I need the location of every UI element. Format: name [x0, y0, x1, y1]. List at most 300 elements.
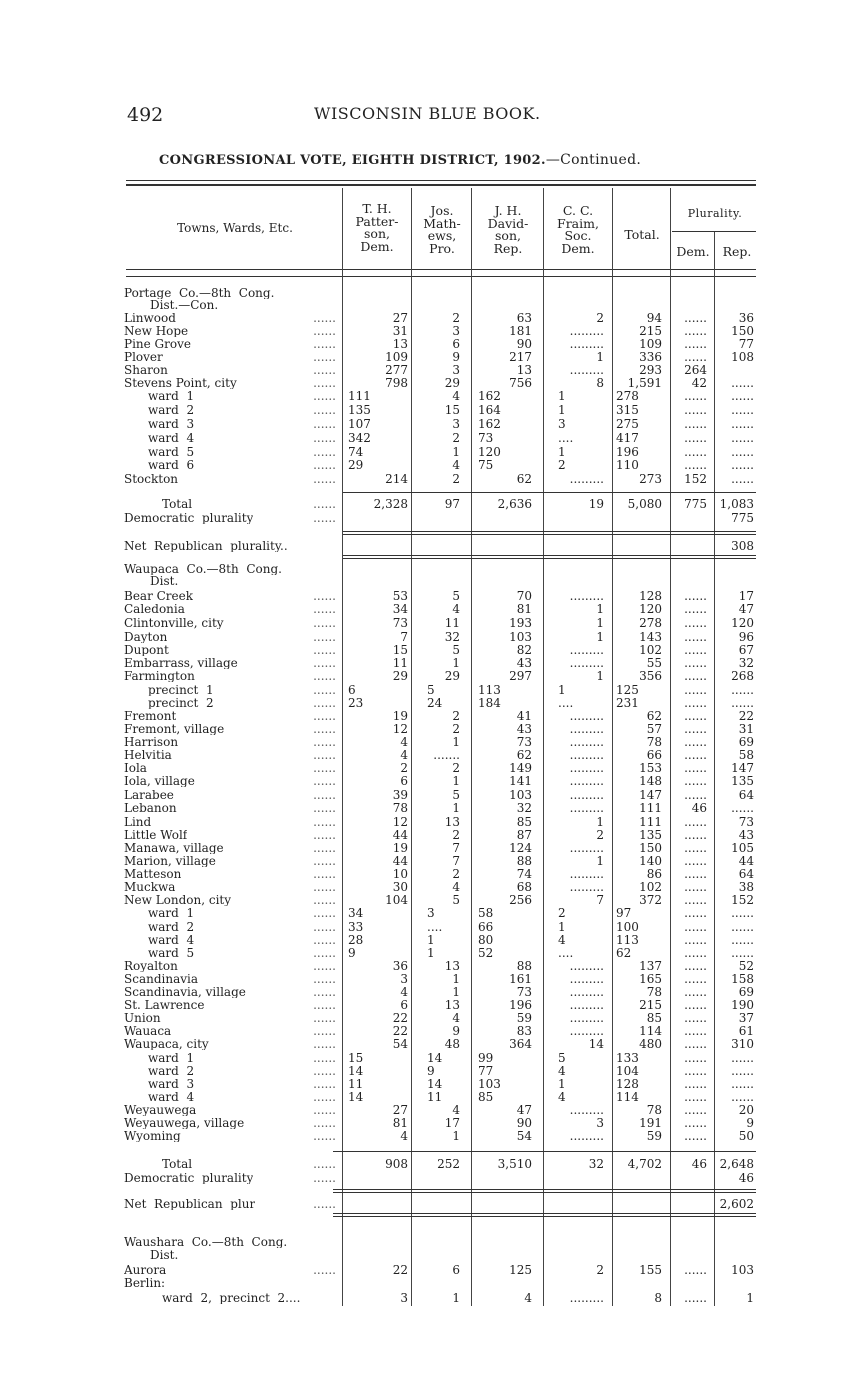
row-label: Muckwa: [124, 881, 176, 893]
cell-mat: 6: [452, 1263, 460, 1277]
cell-mat: 1: [452, 445, 460, 459]
cell-tot: 4,702: [627, 1157, 662, 1171]
cell-rep: 2,648: [719, 1157, 754, 1171]
cell-fra: 2: [596, 828, 604, 842]
leader-dots: ......: [313, 801, 336, 815]
cell-rep: 152: [731, 893, 754, 907]
cell-dem: ......: [684, 998, 707, 1012]
cell-mat: 5: [452, 788, 460, 802]
row-label: ward 4: [148, 1091, 195, 1103]
cell-dem: ......: [684, 748, 707, 762]
cell-dav: 88: [516, 854, 532, 868]
header-mathews-3: ews,: [427, 228, 457, 243]
cell-tot: 356: [639, 669, 662, 683]
cell-pat: 11: [392, 656, 408, 670]
leader-dots: ......: [313, 1103, 336, 1117]
leader-dots: ......: [313, 376, 336, 390]
leader-dots: ......: [313, 815, 336, 829]
cell-tot: 78: [646, 1103, 662, 1117]
cell-rep: 310: [731, 1037, 754, 1051]
cell-dav: 68: [516, 880, 532, 894]
cell-pat: 7: [400, 630, 408, 644]
cell-mat: 13: [444, 959, 460, 973]
cell-dav: 70: [516, 589, 532, 603]
cell-fra: .........: [569, 656, 604, 670]
leader-dots: ......: [313, 1197, 336, 1211]
leader-dots: ......: [313, 1011, 336, 1025]
cell-dem: ......: [684, 589, 707, 603]
cell-mat: 9: [427, 1064, 435, 1078]
cell-rep: ......: [731, 403, 754, 417]
cell-rep: 96: [738, 630, 754, 644]
cell-dem: 264: [684, 363, 707, 377]
cell-mat: 29: [444, 669, 460, 683]
cell-dem: ......: [684, 815, 707, 829]
cell-dav: 149: [509, 761, 532, 775]
cell-rep: 775: [731, 511, 754, 525]
cell-pat: 9: [348, 946, 356, 960]
leader-dots: ......: [313, 669, 336, 683]
header-mathews-2: Math-: [423, 215, 461, 231]
net-rule-2b: [333, 1192, 756, 1193]
cell-tot: 165: [639, 972, 662, 986]
cell-fra: .........: [569, 1103, 604, 1117]
row-label: Net Republican plurality..: [124, 540, 288, 552]
leader-dots: ......: [313, 906, 336, 920]
cell-tot: 78: [646, 985, 662, 999]
cell-tot: 417: [616, 431, 639, 445]
row-label: Harrison: [124, 736, 179, 748]
cell-tot: 293: [639, 363, 662, 377]
cell-mat: 11: [427, 1090, 443, 1104]
row-label: ward 1: [148, 1052, 195, 1064]
cell-mat: 1: [427, 946, 435, 960]
cell-tot: 55: [646, 656, 662, 670]
leader-dots: ......: [313, 1064, 336, 1078]
cell-fra: 1: [596, 854, 604, 868]
cell-dem: ......: [684, 1011, 707, 1025]
cell-pat: 22: [392, 1024, 408, 1038]
cell-fra: .........: [569, 841, 604, 855]
cell-tot: 143: [639, 630, 662, 644]
cell-pat: 34: [348, 906, 364, 920]
cell-dem: ......: [684, 350, 707, 364]
cell-dem: ......: [684, 656, 707, 670]
col-line-1: [342, 188, 343, 1306]
row-label: Embarrass, village: [124, 657, 238, 669]
cell-pat: 214: [385, 472, 408, 486]
top-rule: [126, 180, 756, 181]
row-label: Weyauwega, village: [124, 1117, 245, 1129]
cell-fra: .........: [569, 1024, 604, 1038]
cell-mat: 24: [427, 696, 443, 710]
cell-dav: 162: [478, 389, 501, 403]
row-label: Royalton: [124, 960, 178, 972]
row-label: Stockton: [124, 473, 179, 485]
col-line-6: [670, 188, 671, 1306]
cell-mat: 1: [427, 933, 435, 947]
header-davidson-1: J. H.: [494, 203, 522, 218]
leader-dots: ......: [313, 893, 336, 907]
cell-mat: 9: [452, 350, 460, 364]
cell-mat: 5: [427, 683, 435, 697]
cell-mat: 14: [427, 1077, 443, 1091]
cell-rep: 9: [746, 1116, 754, 1130]
cell-rep: 147: [731, 761, 754, 775]
leader-dots: ......: [313, 985, 336, 999]
row-label: Total: [162, 1158, 193, 1170]
cell-fra: 2: [558, 906, 566, 920]
col-line-5: [612, 188, 613, 1306]
cell-pat: 4: [400, 735, 408, 749]
header-patterson-4: Dem.: [360, 238, 394, 254]
row-label: Net Republican plur: [124, 1198, 256, 1210]
cell-pat: 13: [392, 337, 408, 351]
row-label: Bear Creek: [124, 590, 194, 602]
cell-dav: 181: [509, 324, 532, 338]
cell-pat: 908: [385, 1157, 408, 1171]
cell-dav: 54: [516, 1129, 532, 1143]
cell-mat: 4: [452, 389, 460, 403]
cell-rep: 52: [738, 959, 754, 973]
row-label: precinct 2: [148, 697, 214, 709]
cell-mat: 2: [452, 311, 460, 325]
row-label: Farmington: [124, 670, 195, 682]
row-label: Stevens Point, city: [124, 377, 237, 389]
cell-pat: 29: [392, 669, 408, 683]
cell-fra: 3: [596, 1116, 604, 1130]
cell-rep: 158: [731, 972, 754, 986]
cell-dem: ......: [684, 774, 707, 788]
leader-dots: ......: [313, 1263, 336, 1277]
cell-dem: ......: [684, 616, 707, 630]
cell-tot: 137: [639, 959, 662, 973]
cell-rep: 44: [738, 854, 754, 868]
leader-dots: ......: [313, 998, 336, 1012]
cell-fra: ....: [558, 696, 574, 710]
cell-mat: 5: [452, 643, 460, 657]
cell-dav: 162: [478, 417, 501, 431]
cell-pat: 109: [385, 350, 408, 364]
row-label: Democratic plurality: [124, 512, 254, 524]
leader-dots: ......: [313, 841, 336, 855]
cell-pat: 29: [348, 458, 364, 472]
cell-mat: 13: [444, 998, 460, 1012]
leader-dots: ......: [313, 350, 336, 364]
cell-pat: 12: [392, 722, 408, 736]
row-label: Dist.—Con.: [150, 299, 219, 311]
cell-tot: 120: [639, 602, 662, 616]
cell-fra: 4: [558, 1064, 566, 1078]
cell-dav: 52: [478, 946, 494, 960]
cell-dem: ......: [684, 403, 707, 417]
cell-rep: 50: [738, 1129, 754, 1143]
row-label: Democratic plurality: [124, 1172, 254, 1184]
cell-dav: 62: [516, 748, 532, 762]
leader-dots: ......: [313, 709, 336, 723]
row-label: Waupaca, city: [124, 1038, 209, 1050]
cell-rep: 77: [738, 337, 754, 351]
cell-dem: ......: [684, 761, 707, 775]
row-label: Sharon: [124, 364, 168, 376]
cell-dem: ......: [684, 906, 707, 920]
cell-tot: 155: [639, 1263, 662, 1277]
cell-fra: .........: [569, 337, 604, 351]
cell-tot: 231: [616, 696, 639, 710]
net-rule-2d: [333, 1216, 756, 1217]
caption-suffix: —Continued.: [545, 152, 642, 168]
leader-dots: ......: [313, 389, 336, 403]
cell-rep: 73: [738, 815, 754, 829]
cell-mat: 11: [444, 616, 460, 630]
cell-dem: ......: [684, 1077, 707, 1091]
cell-rep: 47: [738, 602, 754, 616]
cell-fra: .........: [569, 867, 604, 881]
leader-dots: ......: [313, 589, 336, 603]
cell-rep: 20: [738, 1103, 754, 1117]
cell-fra: .........: [569, 1129, 604, 1143]
cell-pat: 33: [348, 920, 364, 934]
row-label: Fremont: [124, 710, 177, 722]
cell-dav: 103: [478, 1077, 501, 1091]
cell-dem: ......: [684, 1291, 707, 1305]
cell-mat: 17: [444, 1116, 460, 1130]
cell-dav: 164: [478, 403, 501, 417]
cell-pat: 6: [400, 998, 408, 1012]
cell-tot: 8: [654, 1291, 662, 1305]
cell-mat: 15: [444, 403, 460, 417]
cell-dav: 297: [509, 669, 532, 683]
cell-mat: 5: [452, 589, 460, 603]
cell-mat: 3: [452, 417, 460, 431]
header-davidson-3: son,: [495, 228, 521, 243]
cell-mat: 4: [452, 1103, 460, 1117]
cell-dem: ......: [684, 324, 707, 338]
cell-pat: 39: [392, 788, 408, 802]
row-label: ward 2: [148, 1065, 195, 1077]
header-mathews-4: Pro.: [429, 240, 455, 256]
total-rule-2: [333, 1151, 756, 1152]
cell-dav: 124: [509, 841, 532, 855]
cell-dem: ......: [684, 709, 707, 723]
cell-tot: 114: [639, 1024, 662, 1038]
cell-tot: 128: [616, 1077, 639, 1091]
leader-dots: ......: [313, 1090, 336, 1104]
cell-pat: 15: [348, 1051, 364, 1065]
row-label: Wyoming: [124, 1130, 181, 1142]
cell-fra: 1: [558, 389, 566, 403]
row-label: Caledonia: [124, 603, 185, 615]
top-rule-2: [126, 184, 756, 186]
row-label: ward 2: [148, 921, 195, 933]
cell-dav: 217: [509, 350, 532, 364]
caption-main: CONGRESSIONAL VOTE, EIGHTH DISTRICT, 1902.: [159, 153, 546, 168]
cell-mat: 9: [452, 1024, 460, 1038]
cell-tot: 1,591: [627, 376, 662, 390]
leader-dots: ......: [313, 867, 336, 881]
cell-mat: 1: [452, 972, 460, 986]
leader-dots: ......: [313, 1037, 336, 1051]
cell-pat: 78: [392, 801, 408, 815]
leader-dots: ......: [313, 1051, 336, 1065]
cell-mat: 1: [452, 656, 460, 670]
leader-dots: ......: [313, 417, 336, 431]
cell-mat: 7: [452, 854, 460, 868]
row-label: ward 2: [148, 404, 195, 416]
cell-tot: 62: [616, 946, 632, 960]
leader-dots: ......: [313, 933, 336, 947]
cell-dem: ......: [684, 630, 707, 644]
cell-tot: 128: [639, 589, 662, 603]
leader-dots: ......: [313, 1116, 336, 1130]
row-label: Scandinavia, village: [124, 986, 246, 998]
cell-pat: 277: [385, 363, 408, 377]
row-label: Plover: [124, 351, 163, 363]
cell-tot: 100: [616, 920, 639, 934]
leader-dots: ......: [313, 656, 336, 670]
cell-dav: 4: [524, 1291, 532, 1305]
leader-dots: ......: [313, 1157, 336, 1171]
cell-fra: .........: [569, 801, 604, 815]
cell-fra: .........: [569, 774, 604, 788]
cell-fra: 1: [596, 602, 604, 616]
cell-pat: 19: [392, 841, 408, 855]
cell-dem: ......: [684, 1103, 707, 1117]
leader-dots: ......: [313, 602, 336, 616]
cell-mat: 2: [452, 431, 460, 445]
row-label: Aurora: [124, 1264, 167, 1276]
cell-tot: 150: [639, 841, 662, 855]
cell-pat: 10: [392, 867, 408, 881]
header-rule-2: [126, 276, 756, 277]
cell-rep: ......: [731, 445, 754, 459]
cell-dem: ......: [684, 946, 707, 960]
header-rule: [126, 269, 756, 270]
cell-dem: ......: [684, 828, 707, 842]
cell-pat: 3: [400, 972, 408, 986]
cell-fra: .........: [569, 643, 604, 657]
header-rep: Rep.: [722, 244, 752, 259]
cell-dem: ......: [684, 389, 707, 403]
header-davidson-4: Rep.: [493, 240, 523, 256]
cell-mat: 1: [452, 801, 460, 815]
cell-dav: 73: [478, 431, 494, 445]
cell-dav: 256: [509, 893, 532, 907]
cell-dav: 193: [509, 616, 532, 630]
cell-tot: 147: [639, 788, 662, 802]
cell-fra: .........: [569, 709, 604, 723]
row-label: Marion, village: [124, 855, 216, 867]
cell-fra: .........: [569, 589, 604, 603]
cell-rep: 103: [731, 1263, 754, 1277]
cell-dem: ......: [684, 933, 707, 947]
cell-fra: 1: [558, 920, 566, 934]
cell-mat: 4: [452, 880, 460, 894]
net-rule-2a: [333, 1189, 756, 1190]
row-label: Lebanon: [124, 802, 177, 814]
cell-tot: 114: [616, 1090, 639, 1104]
cell-pat: 14: [348, 1064, 364, 1078]
cell-dem: ......: [684, 841, 707, 855]
cell-rep: ......: [731, 801, 754, 815]
cell-fra: .........: [569, 972, 604, 986]
cell-tot: 275: [616, 417, 639, 431]
leader-dots: ......: [313, 324, 336, 338]
cell-tot: 133: [616, 1051, 639, 1065]
net-rule-1d: [343, 558, 756, 559]
leader-dots: ......: [313, 497, 336, 511]
cell-mat: 6: [452, 337, 460, 351]
cell-tot: 140: [639, 854, 662, 868]
header-total: Total.: [624, 227, 660, 242]
cell-fra: .........: [569, 363, 604, 377]
row-label: ward 3: [148, 1078, 195, 1090]
leader-dots: ......: [313, 788, 336, 802]
cell-rep: ......: [731, 417, 754, 431]
row-label: Waupaca Co.—8th Cong.: [124, 563, 282, 575]
cell-pat: 6: [400, 774, 408, 788]
cell-rep: 135: [731, 774, 754, 788]
cell-pat: 2,328: [373, 497, 408, 511]
cell-dav: 90: [516, 337, 532, 351]
cell-dem: ......: [684, 1024, 707, 1038]
cell-fra: .........: [569, 722, 604, 736]
cell-pat: 14: [348, 1090, 364, 1104]
cell-dav: 756: [509, 376, 532, 390]
cell-tot: 66: [646, 748, 662, 762]
leader-dots: ......: [313, 959, 336, 973]
cell-pat: 22: [392, 1011, 408, 1025]
cell-pat: 53: [392, 589, 408, 603]
cell-dem: 775: [684, 497, 707, 511]
cell-dav: 63: [516, 311, 532, 325]
cell-dem: ......: [684, 696, 707, 710]
cell-pat: 44: [392, 854, 408, 868]
cell-pat: 27: [392, 311, 408, 325]
cell-dem: 42: [691, 376, 707, 390]
cell-pat: 111: [348, 389, 371, 403]
cell-tot: 104: [616, 1064, 639, 1078]
cell-dav: 3,510: [497, 1157, 532, 1171]
leader-dots: ......: [313, 1077, 336, 1091]
cell-dem: ......: [684, 431, 707, 445]
cell-tot: 148: [639, 774, 662, 788]
cell-tot: 102: [639, 643, 662, 657]
cell-rep: ......: [731, 1090, 754, 1104]
leader-dots: ......: [313, 854, 336, 868]
cell-rep: 67: [738, 643, 754, 657]
cell-fra: ....: [558, 431, 574, 445]
row-label: Iola: [124, 762, 147, 774]
leader-dots: ......: [313, 748, 336, 762]
cell-tot: 480: [639, 1037, 662, 1051]
row-label: ward 4: [148, 432, 195, 444]
row-label: New Hope: [124, 325, 189, 337]
cell-dem: ......: [684, 669, 707, 683]
cell-tot: 372: [639, 893, 662, 907]
net-rule-2c: [333, 1213, 756, 1214]
cell-dav: 43: [516, 656, 532, 670]
cell-dem: ......: [684, 893, 707, 907]
cell-fra: 2: [596, 1263, 604, 1277]
leader-dots: ......: [313, 828, 336, 842]
cell-tot: 215: [639, 324, 662, 338]
cell-mat: ....: [427, 920, 443, 934]
row-label: Little Wolf: [124, 829, 188, 841]
row-label: ward 4: [148, 934, 195, 946]
cell-fra: 1: [596, 350, 604, 364]
cell-dem: ......: [684, 683, 707, 697]
